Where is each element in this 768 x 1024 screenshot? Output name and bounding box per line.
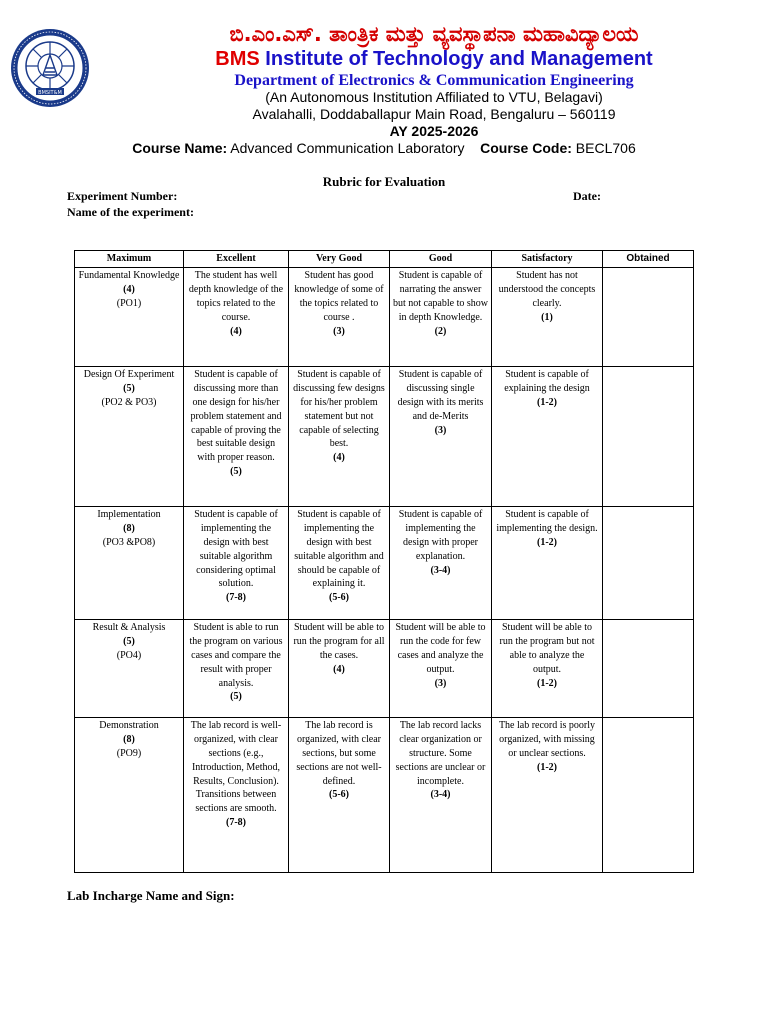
criterion-max: (5) [123, 382, 135, 394]
score: (3-4) [430, 564, 451, 576]
satisfactory-cell [492, 619, 603, 717]
good-cell [390, 366, 492, 506]
score: (1-2) [537, 396, 557, 408]
score: (4) [230, 325, 242, 337]
descriptor: Student will be able to run the code for few cases and analyze the output. [395, 621, 486, 675]
logo-caption: BMSIT&M [38, 90, 62, 96]
obtained-cell[interactable] [603, 619, 694, 717]
satisfactory-cell [492, 506, 603, 619]
score: (5-6) [329, 789, 349, 801]
lab-incharge-sign-label: Lab Incharge Name and Sign: [67, 888, 235, 903]
experiment-number-label: Experiment Number: [67, 189, 178, 203]
excellent-cell [184, 506, 289, 619]
criterion-cell [75, 717, 184, 872]
header-good: Good [390, 251, 492, 268]
criterion-po: (PO1) [116, 297, 142, 309]
table-header-row [75, 251, 694, 268]
descriptor: Student is capable of implementing the design with best suitable algorithm considering optimal solution. [194, 508, 278, 590]
score: (5) [230, 691, 242, 703]
criterion-name: Demonstration [99, 719, 159, 731]
header-satisfactory: Satisfactory [492, 251, 603, 268]
excellent-cell [184, 717, 289, 872]
obtained-cell[interactable] [603, 267, 694, 366]
course-code-label: Course Code: [480, 140, 572, 156]
descriptor: The lab record is well-organized, with clear sections (e.g., Introduction, Method, Results, Conclusion). Transitions between sections are smooth. [190, 719, 282, 815]
satisfactory-cell [492, 366, 603, 506]
table-row [75, 366, 694, 506]
very-good-cell [289, 717, 390, 872]
descriptor: Student has not understood the concepts clearly. [498, 269, 596, 309]
good-cell [390, 267, 492, 366]
descriptor: Student will be able to run the program but not able to analyze the output. [499, 621, 595, 675]
score: (3) [434, 677, 447, 689]
criterion-po: (PO4) [116, 649, 142, 661]
address: Avalahalli, Doddaballapur Main Road, Bengaluru – 560119 [252, 106, 616, 122]
excellent-cell [184, 619, 289, 717]
score: (1-2) [537, 761, 557, 773]
table-row [75, 619, 694, 717]
criterion-name: Fundamental Knowledge [78, 269, 180, 281]
score: (4) [333, 452, 345, 464]
descriptor: Student is capable of implementing the design with proper explanation. [398, 508, 483, 562]
descriptor: Student will be able to run the program for all the cases. [293, 621, 385, 661]
header-very-good: Very Good [289, 251, 390, 268]
criterion-name: Design Of Experiment [83, 368, 175, 380]
header-maximum: Maximum [75, 251, 184, 268]
very-good-cell [289, 267, 390, 366]
score: (4) [333, 663, 345, 675]
experiment-name-label: Name of the experiment: [67, 205, 194, 219]
descriptor: Student is capable of narrating the answer but not capable to show in depth Knowledge. [393, 269, 488, 323]
score: (7-8) [226, 817, 246, 829]
institute-prefix: BMS [215, 48, 260, 70]
score: (7-8) [226, 592, 246, 604]
descriptor: Student is able to run the program on various cases and compare the result with proper analysis. [189, 621, 283, 689]
criterion-name: Implementation [97, 508, 161, 520]
autonomous-note: (An Autonomous Institution Affiliated to VTU, Belagavi) [265, 89, 603, 105]
kannada-college-name: ಬಿ.ಎಂ.ಎಸ್. ತಾಂತ್ರಿಕ ಮತ್ತು ವ್ಯವಸ್ಥಾಪನಾ ಮಹಾವಿದ್ಯಾಲಯ [229, 22, 639, 46]
descriptor: The lab record lacks clear organization or structure. Some sections are unclear or incomplete. [395, 719, 486, 787]
criterion-max: (8) [123, 733, 135, 745]
criterion-po: (PO3 &PO8) [102, 536, 156, 548]
course-name-label: Course Name: [132, 140, 228, 156]
header-excellent: Excellent [184, 251, 289, 268]
satisfactory-cell [492, 717, 603, 872]
criterion-po: (PO9) [116, 747, 142, 759]
course-name: Advanced Communication Laboratory [230, 140, 465, 156]
descriptor: Student is capable of discussing few designs for his/her problem statement but not capable of selecting best. [293, 368, 385, 450]
obtained-cell[interactable] [603, 366, 694, 506]
header-obtained: Obtained [603, 251, 694, 268]
criterion-cell [75, 619, 184, 717]
score: (3) [434, 424, 447, 436]
descriptor: Student is capable of implementing the design with best suitable algorithm and should be capable of explaining it. [294, 508, 384, 590]
excellent-cell [184, 366, 289, 506]
criterion-max: (5) [123, 635, 135, 647]
obtained-cell[interactable] [603, 717, 694, 872]
score: (1-2) [537, 536, 557, 548]
criterion-name: Result & Analysis [92, 621, 166, 633]
score: (5-6) [329, 592, 349, 604]
descriptor: The lab record is poorly organized, with missing or unclear sections. [498, 719, 596, 759]
rubric-table [74, 250, 694, 873]
criterion-cell [75, 366, 184, 506]
institute-name [50, 48, 768, 71]
descriptor: Student is capable of discussing single design with its merits and de-Merits [397, 368, 484, 422]
course-line [0, 140, 768, 156]
institute-name-rest: Institute of Technology and Management [259, 48, 653, 70]
very-good-cell [289, 619, 390, 717]
academic-year: AY 2025-2026 [389, 123, 479, 139]
table-row [75, 717, 694, 872]
score: (5) [230, 466, 242, 478]
excellent-cell [184, 267, 289, 366]
good-cell [390, 717, 492, 872]
score: (3) [333, 325, 345, 337]
course-code: BECL706 [575, 140, 636, 156]
very-good-cell [289, 366, 390, 506]
criterion-cell [75, 506, 184, 619]
descriptor: Student is capable of discussing more than one design for his/her problem statement and capable of proving the best suitable design with proper reason. [190, 368, 282, 464]
score: (1) [541, 311, 553, 323]
criterion-max: (4) [123, 283, 135, 295]
date-label: Date: [573, 189, 601, 203]
descriptor: Student is capable of explaining the design [504, 368, 590, 394]
descriptor: The student has well depth knowledge of the topics related to the course. [188, 269, 284, 323]
criterion-max: (8) [123, 522, 135, 534]
satisfactory-cell [492, 267, 603, 366]
department-name: Department of Electronics & Communication Engineering [234, 72, 634, 89]
table-row [75, 267, 694, 366]
criterion-po: (PO2 & PO3) [101, 396, 157, 408]
good-cell [390, 619, 492, 717]
criterion-cell [75, 267, 184, 366]
descriptor: Student is capable of implementing the design. [496, 508, 598, 534]
good-cell [390, 506, 492, 619]
obtained-cell[interactable] [603, 506, 694, 619]
table-row [75, 506, 694, 619]
score: (2) [434, 325, 447, 337]
descriptor: The lab record is organized, with clear sections, but some sections are not well-defined. [296, 719, 382, 787]
very-good-cell [289, 506, 390, 619]
score: (1-2) [537, 677, 557, 689]
rubric-title: Rubric for Evaluation [322, 174, 446, 189]
score: (3-4) [430, 789, 451, 801]
descriptor: Student has good knowledge of some of the topics related to course . [294, 269, 384, 323]
